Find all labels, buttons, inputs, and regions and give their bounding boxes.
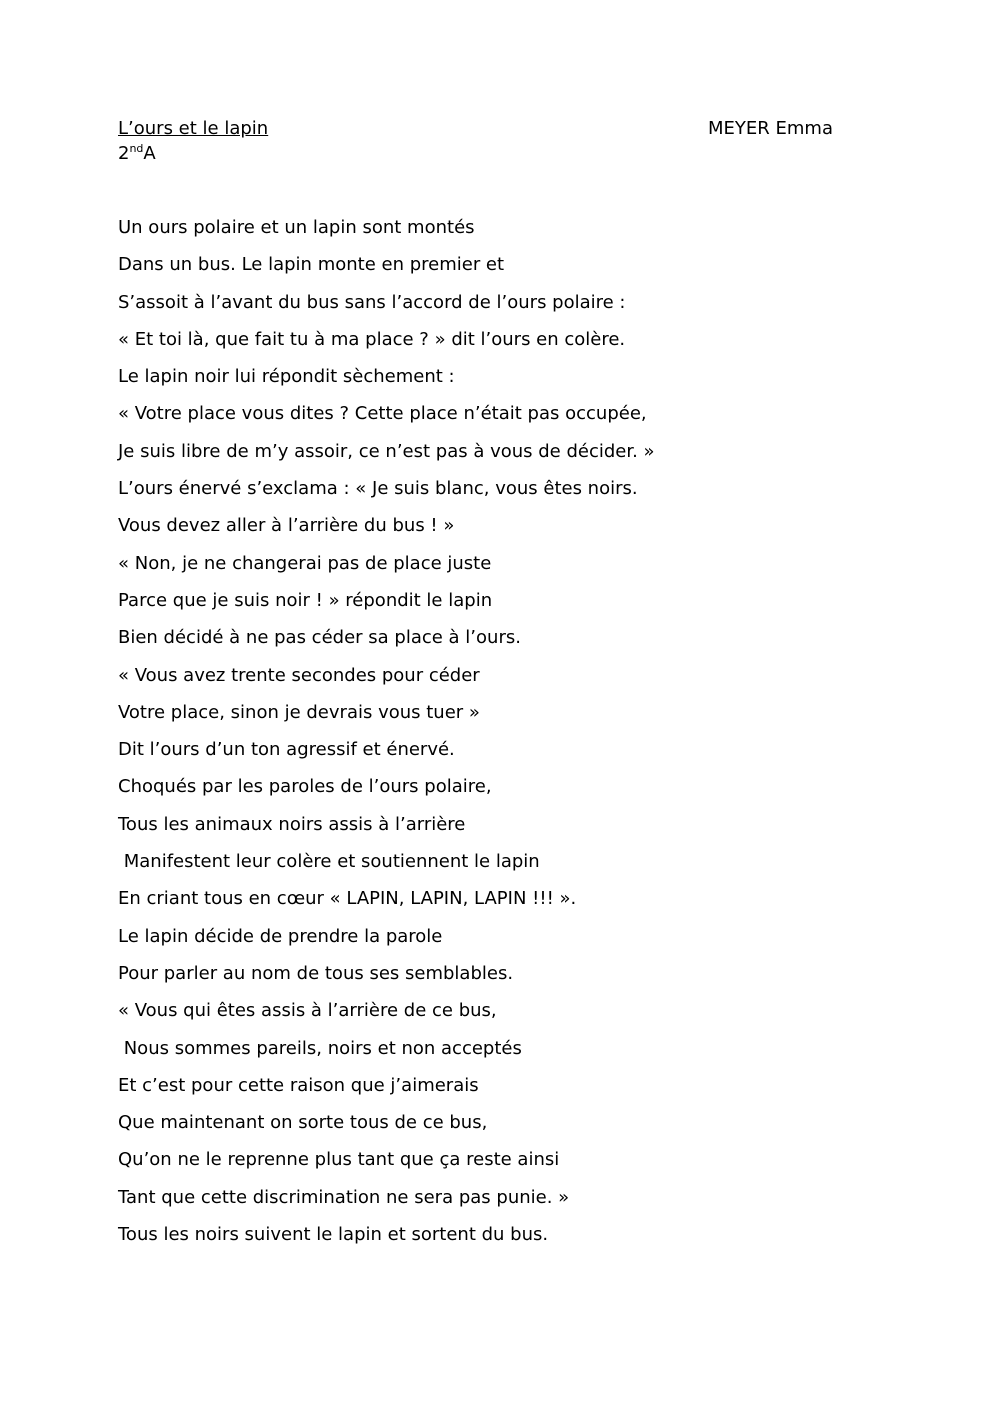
poem-line: Un ours polaire et un lapin sont montés [118, 217, 475, 238]
poem-line: Votre place, sinon je devrais vous tuer » [118, 701, 480, 723]
poem-line: « Votre place vous dites ? Cette place n’était pas occupée, [118, 403, 647, 425]
poem-line: L’ours énervé s’exclama : « Je suis blanc, vous êtes noirs. [118, 478, 638, 500]
poem-line: Tous les noirs suivent le lapin et sortent du bus. [118, 1224, 549, 1246]
author-name: MEYER Emma [708, 118, 833, 139]
poem-line: Qu’on ne le reprenne plus tant que ça reste ainsi [118, 1149, 560, 1171]
poem-line: Nous sommes pareils, noirs et non acceptés [118, 1037, 522, 1059]
poem-line: S’assoit à l’avant du bus sans l’accord de l’ours polaire : [118, 291, 626, 313]
class-label [118, 143, 156, 165]
poem-line: Que maintenant on sorte tous de ce bus, [118, 1112, 488, 1134]
poem-line: Je suis libre de m’y assoir, ce n’est pas à vous de décider. » [118, 440, 655, 462]
poem-line: « Vous avez trente secondes pour céder [118, 664, 480, 686]
poem-line: « Non, je ne changerai pas de place juste [118, 552, 492, 574]
poem-line: Dit l’ours d’un ton agressif et énervé. [118, 739, 455, 761]
poem-line: Et c’est pour cette raison que j’aimerais [118, 1074, 479, 1096]
poem-line: Tous les animaux noirs assis à l’arrière [118, 813, 466, 835]
poem-line: Tant que cette discrimination ne sera pas punie. » [118, 1186, 570, 1208]
poem-line: « Et toi là, que fait tu à ma place ? » dit l’ours en colère. [118, 328, 626, 350]
poem-body [118, 216, 938, 1260]
class-section: A [143, 143, 156, 164]
poem-line: Pour parler au nom de tous ses semblables. [118, 962, 514, 984]
poem-line: Le lapin noir lui répondit sèchement : [118, 366, 455, 388]
poem-line: Le lapin décide de prendre la parole [118, 925, 443, 947]
poem-line: Dans un bus. Le lapin monte en premier et [118, 254, 505, 276]
poem-line: Bien décidé à ne pas céder sa place à l’ours. [118, 627, 521, 649]
poem-line: Choqués par les paroles de l’ours polaire, [118, 776, 492, 798]
poem-title: L’ours et le lapin [118, 118, 269, 139]
class-number: 2 [118, 143, 130, 164]
poem-line: Parce que je suis noir ! » répondit le lapin [118, 589, 493, 611]
class-superscript: nd [129, 142, 144, 155]
poem-line: En criant tous en cœur « LAPIN, LAPIN, LAPIN !!! ». [118, 888, 577, 910]
poem-line: Manifestent leur colère et soutiennent le lapin [118, 851, 540, 873]
poem-line: Vous devez aller à l’arrière du bus ! » [118, 515, 455, 537]
poem-line: « Vous qui êtes assis à l’arrière de ce bus, [118, 1000, 497, 1022]
